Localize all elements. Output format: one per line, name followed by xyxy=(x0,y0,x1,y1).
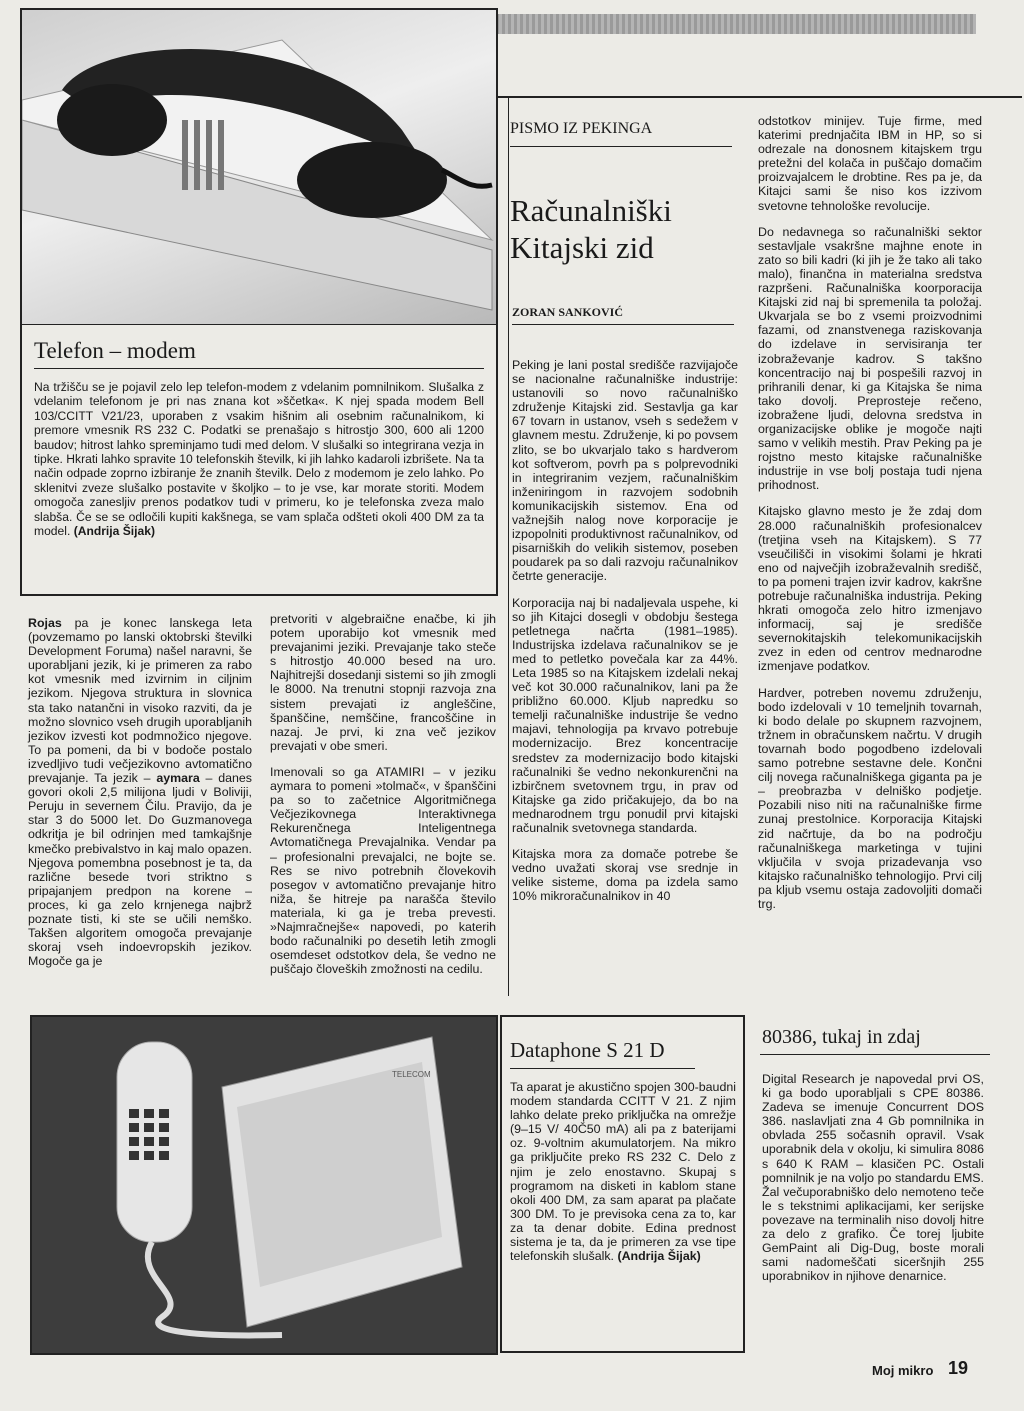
pismo-col2 xyxy=(758,114,982,911)
telephone-photo xyxy=(22,10,496,324)
dataphone-photo xyxy=(30,1015,498,1355)
telefon-title: Telefon – modem xyxy=(34,338,196,363)
pismo-kicker-text: PISMO IZ PEKINGA xyxy=(510,120,656,138)
telefon-author: (Andrija Šijak) xyxy=(73,524,156,539)
dataphone-label: TELECOM xyxy=(392,1070,431,1079)
dataphone-body: Ta aparat je akustično spojen 300-baudni modem standarda CCITT V 21. Z njim lahko delate preko priključka na omrežje (9–15 V/ 40Č50 mA) ali pa z baterijami oz. 9-voltnim akumulatorjem. Na mikro ga priključite preko RS 232 C. Delo z njim je zelo enostavno. Skupaj s programom na disketi in kablom stane okoli 400 DM, za sam aparat pa plačate 300 DM. To je previsoka cena za to, kar za ta denar dobite. Edina prednost sistema je ta, da je primeren za vse tipe telefonskih slušalk. (Andrija Šijak) xyxy=(510,1080,736,1264)
dataphone-title: Dataphone S 21 D xyxy=(510,1038,665,1062)
rojas-aymara: aymara xyxy=(156,771,200,786)
rojas-lead: Rojas xyxy=(28,616,62,630)
pismo-c2p4: Hardver, potreben novemu združenju, bodo izdelovali v 10 temeljnih tovarnah, ki bodo delale po skupnem razvojnem, tržnem in obračunskem načrtu. V drugih tovarnah bodo pogodbeno izdelovali samo potrebne sestavne dele. Končni cilj novega računalniškega giganta pa je – preobrazba v delniško podjetje. Pozabili niso niti na računalniške firme zunaj prestolnice. Korporacija Kitajski zid načrtuje, da bo na področju računalniškega marketinga v tujini vključila v svoja prizadevanja vso kitajsko računalniško tehnologijo. Prvi cilj pa kljub vsemu ostaja zadovoljiti domači trg. xyxy=(758,685,982,911)
telefon-body: Na tržišču se je pojavil zelo lep telefon-modem z vdelanim pomnilnikom. Slušalka z vdelanim telefonom je pri nas znana kot »ščetka«. K njej spada modem Bell 103/CCITT V21/23, uporaben z vsakim hišnim ali osebnim računalnikom, ki premore vmesnik RS 232 C. Podatki se prenašajo s hitrostjo 300, 600 ali 1200 baudov; hitrost lahko spreminjamo tudi med delom. V slušalki so integrirana vezja in tipke. Hkrati lahko spravite 10 telefonskih številk, ki jih lahko kadaroli izbrišete. Na ta način odpade zoprno izbiranje že znanih številk. Delo z modemom je zelo lahko. Po sklenitvi zveze slušalko postavite v školjko – to je vse, kar morate storiti. Modem omogoča zanesljiv prenos podatkov tudi v primeru, ko je telefonska zveza malo slabša. Če se se odločili kupiti kakšnega, se vam splača odšteti okoli 400 DM za ta model. (Andrija Šijak) xyxy=(34,380,484,539)
page-number: 19 xyxy=(948,1358,969,1378)
pismo-p3: Kitajska mora za domače potrebe še vedno uvažati skoraj vse srednje in velike sisteme, doma pa izdela samo 10% mikroračunalnikov in 40 xyxy=(512,847,738,904)
rojas-col2 xyxy=(270,612,496,988)
page-footer xyxy=(872,1358,1002,1384)
top-tint-bar xyxy=(490,14,976,34)
rojas-b2: Imenovali so ga ATAMIRI – v jeziku aymara to pomeni »tolmač«, v španščini pa so to začetnice Algoritmičnega Večjezikovnega Interaktivnega Rekurenčnega Inteligentnega Avtomatičnega Prevajalnika. Vendar pa – profesionalni prevajalci, ne bojte se. Res se nivo potrebnih človekovih posegov v avtomatično prevajanje hitro niža, še hitreje pa narašča število materiala, ki ga je treba prevesti. »Najmračnejše« napovedi, po katerih bodo računalniki po desetih letih zmogli osemdeset odstotkov dela, še vedno ne puščajo človeških zmožnosti na cedilu. xyxy=(270,764,496,977)
pismo-c2p2: Do nedavnega so računalniški sektor sestavljale vsakršne majhne enote in zato so bili kadri (ki jih je že tako ali tako malo), finančna in materialna sredstva razpršeni. Računalniška koorporacija Kitajski zid naj bi spremenila ta položaj. Ukvarjala se bo z vsemi proizvodnimi fazami, od znanstvenega raziskovanja do izdelave in servisiranja ter izobraževanje kadrov. S takšno koncentracijo naj bi pospešili razvoj in prihranili denar, ki ga Kitajska še nima tako dovolj. Preprosteje rečeno, izobražene ljudi, delovna sredstva in organizacijske oblike je mogoče najti samo v velikih mestih. Prav Peking pa je rojstno mesto kitajske računalniške industrije in vse bolj postaja tudi njena prihodnost. xyxy=(758,224,982,493)
pismo-col1 xyxy=(512,358,738,915)
i80386-title: 80386, tukaj in zdaj xyxy=(762,1026,921,1048)
pismo-title: Računalniški Kitajski zid xyxy=(510,193,672,265)
rojas-col1: Rojas pa je konec lanskega leta (povzemamo po lanski oktobrski številki Development Foruma) našel naravni, še uporabljani jezik, ki je primeren za rabo kot vmesnik med izvirnim in ciljnim jezikom. Njegova struktura in slovnica sta tako natančni in visoko razviti, da je možno slovnico vseh drugih uporabljanih jezikov izvesti kot podmnožico njegove. To pa pomeni, da bi v bodoče postalo izvedljivo tudi večjezikovno avtomatično prevajanje. Ta jezik – aymara – danes govori okoli 2,5 milijona ljudi v Boliviji, Peruju in severnem Čilu. Pravijo, da je star 3 do 5000 let. Do Guzmanovega odkritja je bil odrinjen med tamkajšnje kmečko prebivalstvo in kaj malo opazen. Njegova pomembna posebnost je ta, da različne besede tvori striktno s pripajanjem predpon na korene – proces, ki ga zelo krnjenega najbrž poznate tisti, ki ste se učili nemško. Takšen algoritem omogoča prevajanje skoraj vseh indoevropskih jezikov. Mogoče ga je xyxy=(28,616,252,969)
magazine-name: Moj mikro xyxy=(872,1363,934,1378)
dataphone-author: (Andrija Šijak) xyxy=(617,1249,701,1264)
pismo-author: ZORAN SANKOVIĆ xyxy=(512,305,624,319)
pismo-c2p1: odstotkov minijev. Tuje firme, med katerimi prednjačita IBM in HP, so si odrezale na donosnem kitajskem trgu pretežni del kolača in puščajo domačim proizvajalcem le drobtine. Res pa je, da Kitajci sami še niso kos izzivom svetovne tehnološke revolucije. xyxy=(758,114,982,213)
i80386-body: Digital Research je napovedal prvi OS, ki ga bodo uporabljali s CPE 80386. Zadeva se imenuje Concurrent DOS 386. naslavljati zna 4 Gb pomnilnika in obvlada 255 sočasnih opravil. Vsak uporabnik dela v okolju, ki simulira 8086 s 640 K RAM – klasičen PC. Ostali pomnilnik je na voljo po standardu EMS. Žal večuporabniško delo nemoteno teče le s tekstnimi aplikacijami, ker serijske povezave na terminalih niso dovolj hitre za delo z grafiko. Če torej ljubite GemPaint ali Dig-Dug, boste morali sami nadomeščati siceršnjih 255 uporabnikov in njihove denarnice. xyxy=(762,1072,984,1284)
pismo-p1: Peking je lani postal središče razvijajoče se nacionalne računalniške industrije: ustanovili so novo računalniško združenje Kitajski zid. Sestavlja ga kar 67 tovarn in ustanov, vseh s sedežem v glavnem mestu. Združenje, ki po povsem zlito, se bo ukvarjalo tako s hardverom kot softverom, povrh pa s polprevodniki in integriranim vezjem, računalniškim inženiringom in razvojem sodobnih komunikacijskih sistemov. Ena od važnejših nalog nove korporacije je izpopolniti produktivnost računalnikov, od pisarniških do velikih sistemov, poseben poudarek pa so dali razvoju računalnikov četrte generacije. xyxy=(512,358,738,584)
pismo-c2p3: Kitajsko glavno mesto je že zdaj dom 28.000 računalniških profesionalcev (tretjina vseh na Kitajskem). S 77 vseučilišči in visokimi šolami je hkrati eno od največjih izobraževalnih središč, to pa pomeni trajen izvir kadrov, kakršne potrebuje računalniška industrija. Peking hkrati omogoča zelo hitro izmenjavo informacij, saj je središče severnokitajskih telekomunikacijskih zvez in eden od centrov mednarodne izmenjave podatkov. xyxy=(758,504,982,674)
rojas-b1: pretvoriti v algebraične enačbe, ki jih potem uporabijo kot vmesnik med prevajanimi jeziki. Prevajanje tako steče s hitrostjo 40.000 besed na uro. Najhitrejši dosedanji sistemi so jih zmogli le 8000. Na trenutni stopnji razvoja zna sistem prevajati iz angleščine, španščine, nemščine, francoščine in nazaj. Je prvi, ki zna več jezikov prevajati v obe smeri. xyxy=(270,612,496,753)
pismo-p2: Korporacija naj bi nadaljevala uspehe, ki so jih Kitajci dosegli v obdobju šestega petletnega načrta (1981–1985). Industrijska izdelava računalnikov se je med to petletko povečala kar za 44%. Leta 1985 so na Kitajskem izdelali nekaj več kot 30.000 računalnikov, lani pa že približno 60.000. Kljub napredku so temelji računalniške industrije še vedno majavi, tehnologija pa krvavo potrebuje modernizacijo. Brez koncentracije sredstev za modernizacijo bodo kitajski računalniki še vedno nekonkurenčni na izbirčnem svetovnem trgu, in prav od Kitajske ga zido pričakujejo, da bo na mednarodnem trgu ponudil prvi kitajski računalnik svetovnega standarda. xyxy=(512,595,738,835)
